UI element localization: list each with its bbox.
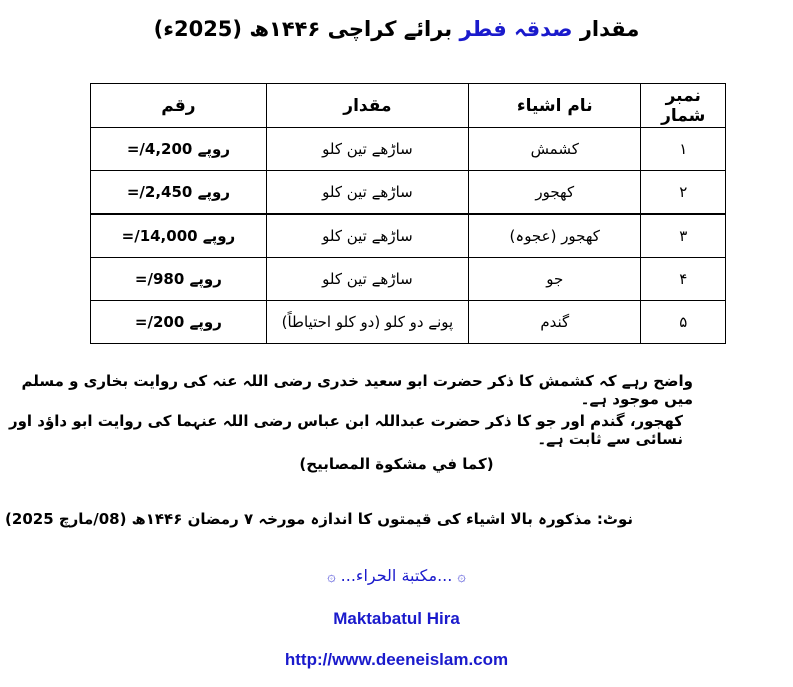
brand-label: ...مكتبة الحراء... <box>340 566 453 585</box>
row-amount: =/2,450 روپے <box>91 171 267 215</box>
sadqa-table <box>90 83 726 344</box>
header-amount: رقم <box>91 84 267 128</box>
row-quantity: ساڑھے تین کلو <box>266 214 468 258</box>
title-part2: برائے کراچی ۱۴۴۶ھ (2025ء) <box>153 17 453 41</box>
row-serial: ۵ <box>641 301 726 344</box>
table-row <box>91 258 726 301</box>
row-serial: ۳ <box>641 214 726 258</box>
site-url-link[interactable]: http://www.deeneislam.com <box>284 650 509 669</box>
ornament-icon: ۞ <box>327 569 336 585</box>
row-quantity: پونے دو کلو (دو کلو احتیاطاً) <box>266 301 468 344</box>
row-quantity: ساڑھے تین کلو <box>266 258 468 301</box>
row-item: کشمش <box>468 128 641 171</box>
row-serial: ۱ <box>641 128 726 171</box>
row-amount: =/4,200 روپے <box>91 128 267 171</box>
note-reference: (کما في مشكوة المصابيح) <box>299 455 494 473</box>
site-url-line <box>0 650 793 670</box>
row-item: گندم <box>468 301 641 344</box>
table-row <box>91 171 726 215</box>
row-quantity: ساڑھے تین کلو <box>266 128 468 171</box>
row-amount: =/14,000 روپے <box>91 214 267 258</box>
table-row <box>91 128 726 171</box>
row-amount: =/980 روپے <box>91 258 267 301</box>
table-header-row <box>91 84 726 128</box>
title-highlight: صدقہ فطر <box>459 17 573 41</box>
row-serial: ۴ <box>641 258 726 301</box>
site-name: Maktabatul Hira <box>333 609 460 628</box>
ornament-icon: ۞ <box>457 569 466 585</box>
title-part1: مقدار <box>579 17 640 41</box>
brand-line <box>0 566 793 585</box>
header-quantity: مقدار <box>266 84 468 128</box>
row-item: جو <box>468 258 641 301</box>
note-price-date: نوٹ: مذکورہ بالا اشیاء کی قیمتوں کا اندازہ مورخہ ۷ رمضان ۱۴۴۶ھ (08/مارچ 2025) <box>5 510 633 528</box>
row-amount: =/200 روپے <box>91 301 267 344</box>
row-serial: ۲ <box>641 171 726 215</box>
header-serial: نمبر شمار <box>641 84 726 128</box>
table-row <box>91 214 726 258</box>
row-item: کھجور <box>468 171 641 215</box>
row-item: کھجور (عجوہ) <box>468 214 641 258</box>
header-item: نام اشیاء <box>468 84 641 128</box>
row-quantity: ساڑھے تین کلو <box>266 171 468 215</box>
page-title <box>0 12 793 46</box>
note-raisin-hadith: واضح رہے کہ کشمش کا ذکر حضرت ابو سعید خدری رضی اللہ عنہ کی روایت بخاری و مسلم میں موجود ہے۔ <box>21 372 693 408</box>
note-dates-hadith: کھجور، گندم اور جو کا ذکر حضرت عبداللہ ابن عباس رضی اللہ عنہما کی روایت ابو داؤد اور نسائی سے ثابت ہے۔ <box>8 412 683 448</box>
table-row <box>91 301 726 344</box>
